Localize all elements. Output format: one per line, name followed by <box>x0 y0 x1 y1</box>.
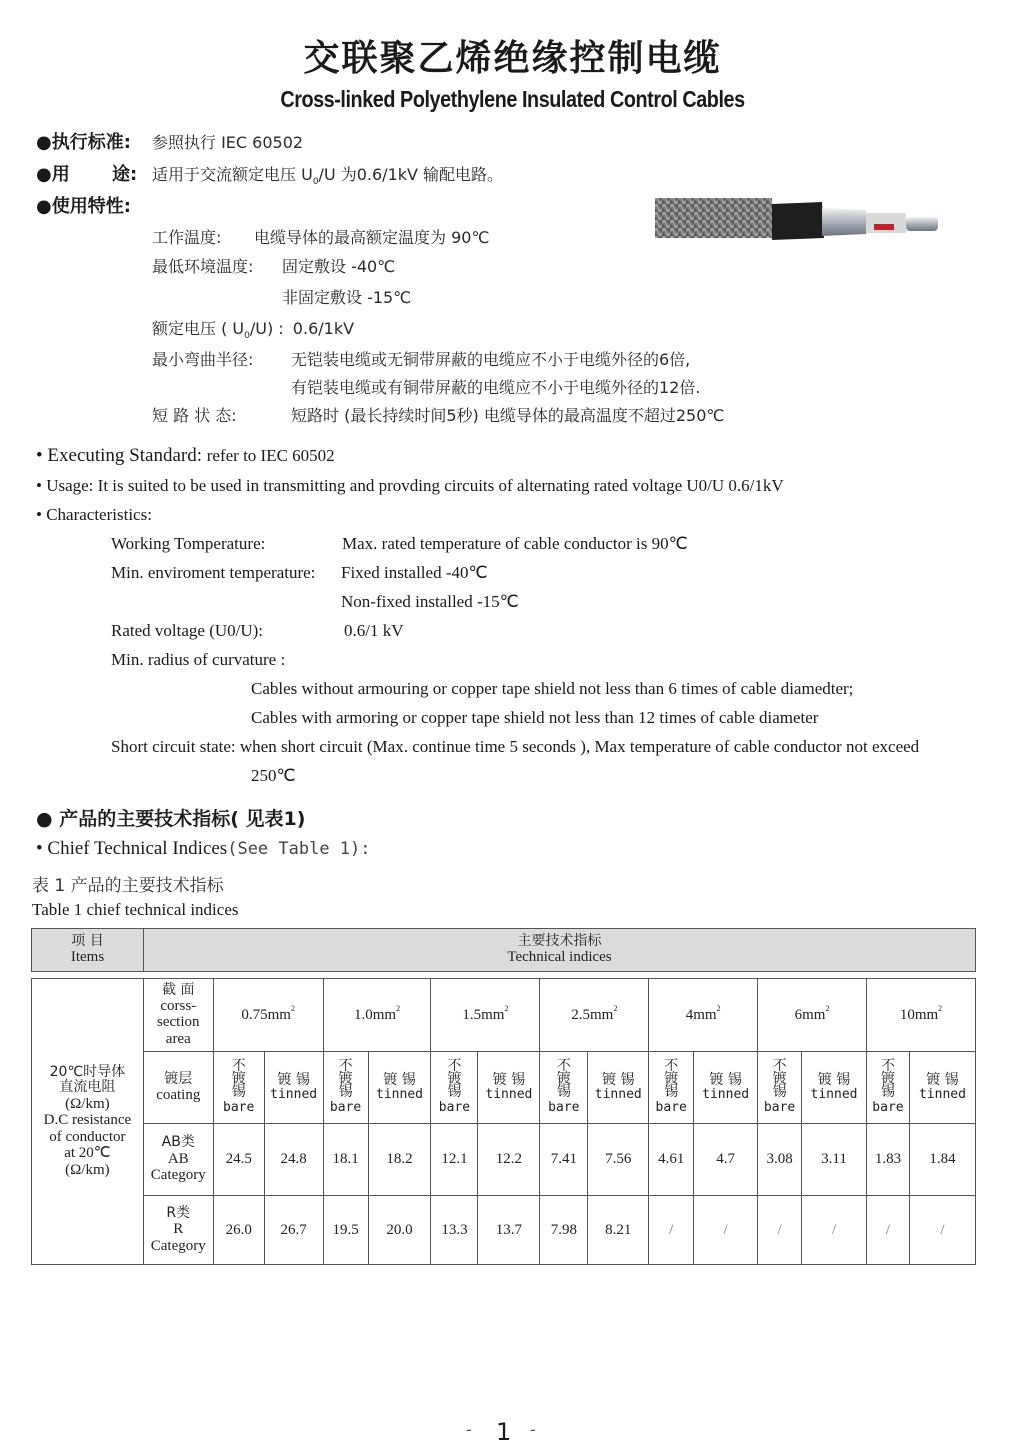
tinned-en: tinned <box>594 1087 642 1103</box>
size-label: 6mm <box>794 1006 826 1023</box>
r-category-cell <box>143 1196 213 1265</box>
r-category-en-1: R <box>173 1221 184 1238</box>
en-rated-label: Rated voltage (U0/U): <box>111 621 264 640</box>
size-label: 1.5mm <box>462 1006 505 1023</box>
ab-category-cell <box>143 1124 213 1196</box>
cross-section-cell <box>143 979 213 1052</box>
bare-cn: 不镀锡 <box>664 1058 679 1101</box>
row-label-en-3: at 20℃ <box>64 1145 111 1162</box>
size-sup: 2 <box>504 1003 509 1013</box>
cn-usage-label: ●用 <box>36 164 70 185</box>
coating-bare-cell <box>323 1052 368 1124</box>
cn-min-radius-1: 无铠装电缆或无铜带屏蔽的电缆应不小于电缆外径的6倍, <box>291 350 691 369</box>
page-title-en: Cross-linked Polyethylene Insulated Control Cables <box>280 86 745 112</box>
table-row-ab <box>32 1124 976 1196</box>
en-work-temp-value: Max. rated temperature of cable conductor is 90℃ <box>342 534 688 553</box>
tinned-en: tinned <box>810 1087 858 1103</box>
indices-heading-cn: ● 产品的主要技术指标( 见表1) <box>36 808 306 830</box>
bare-cn: 不镀锡 <box>447 1058 462 1101</box>
ab-value-cell: 12.1 <box>431 1124 478 1196</box>
cn-standard-value: 参照执行 IEC 60502 <box>152 133 304 152</box>
cn-work-temp-label: 工作温度: <box>152 228 222 247</box>
indices-heading-en-b: (See Table 1): <box>227 839 371 859</box>
coating-tinned-cell <box>802 1052 867 1124</box>
r-value-cell: / <box>758 1196 802 1265</box>
en-radius-2: Cables with armoring or copper tape shield not less than 12 times of cable diameter <box>251 708 819 727</box>
ab-category-en-1: AB <box>167 1150 189 1167</box>
size-sup: 2 <box>938 1003 943 1013</box>
cn-usage-text: 适用于交流额定电压 U <box>152 165 313 184</box>
size-cell <box>649 979 758 1052</box>
coating-cn: 镀层 <box>164 1070 193 1087</box>
en-standard <box>36 445 335 467</box>
tinned-en: tinned <box>376 1087 423 1103</box>
size-label: 10mm <box>899 1006 939 1023</box>
cn-rated-voltage-label-2: /U) : <box>249 319 284 338</box>
ab-value-cell: 18.2 <box>368 1124 431 1196</box>
size-cell <box>323 979 431 1052</box>
cn-short-label: 短 路 状 态: <box>152 406 237 425</box>
coating-tinned-cell <box>478 1052 540 1124</box>
tech-header-cell <box>144 929 976 972</box>
bare-cn: 不镀锡 <box>231 1058 246 1101</box>
r-value-cell: 13.7 <box>478 1196 540 1265</box>
ab-value-cell: 1.84 <box>909 1124 975 1196</box>
coating-tinned-cell <box>588 1052 649 1124</box>
bare-en: bare <box>329 1099 362 1115</box>
r-value-cell: / <box>909 1196 975 1265</box>
table-caption-cn: 表 1 产品的主要技术指标 <box>32 876 224 896</box>
coating-tinned-cell <box>909 1052 975 1124</box>
size-cell <box>758 979 867 1052</box>
en-min-env-label: Min. enviroment temperature: <box>111 563 316 582</box>
coating-cell <box>143 1052 213 1124</box>
page-number: 1 <box>496 1418 512 1446</box>
row-label-cn-1: 20℃时导体 <box>49 1063 126 1080</box>
r-value-cell: / <box>866 1196 909 1265</box>
tinned-cn: 镀 锡 <box>492 1071 526 1088</box>
cross-section-en: corss-section area <box>157 997 200 1047</box>
ab-value-cell: 7.41 <box>540 1124 588 1196</box>
bare-en: bare <box>872 1099 904 1115</box>
ab-value-cell: 24.5 <box>213 1124 264 1196</box>
en-min-env-fixed: Fixed installed -40℃ <box>341 563 488 582</box>
cable-sheath <box>772 202 824 240</box>
ab-value-cell: 3.11 <box>802 1124 867 1196</box>
size-label: 1.0mm <box>354 1006 397 1023</box>
coating-tinned-cell <box>368 1052 431 1124</box>
size-label: 2.5mm <box>571 1006 614 1023</box>
cn-min-env-fixed: 固定敷设 -40℃ <box>282 257 396 276</box>
coating-en: coating <box>156 1086 201 1103</box>
bare-en: bare <box>223 1099 255 1115</box>
table-caption-en: Table 1 chief technical indices <box>32 900 239 919</box>
cn-standard-label: ●执行标准: <box>36 132 131 153</box>
row-label-cn-2: 直流电阻 <box>59 1079 116 1096</box>
bare-cn: 不镀锡 <box>338 1058 353 1101</box>
cable-core-red <box>874 224 894 230</box>
bare-en: bare <box>438 1099 471 1115</box>
bare-en: bare <box>763 1099 796 1115</box>
cn-usage-value <box>152 162 503 187</box>
indices-heading-en <box>36 838 371 860</box>
en-char-label: • Characteristics: <box>36 505 152 524</box>
cn-min-env-label: 最低环境温度: <box>152 257 254 276</box>
tinned-cn: 镀 锡 <box>602 1071 635 1088</box>
table-header <box>31 928 976 972</box>
cn-char-label: ●使用特性: <box>36 196 131 217</box>
r-category-en-2: Category <box>150 1237 206 1254</box>
tinned-cn: 镀 锡 <box>926 1071 959 1088</box>
ab-value-cell: 3.08 <box>758 1124 802 1196</box>
cable-braid <box>655 198 774 238</box>
row-label-unit: (Ω/km) <box>65 1095 110 1112</box>
items-header-en: Items <box>70 949 105 966</box>
ab-category-en-2: Category <box>150 1167 206 1184</box>
cn-usage-sub: 0 <box>312 177 319 188</box>
cable-conductor <box>906 217 938 231</box>
en-radius-1: Cables without armouring or copper tape shield not less than 6 times of cable diamedter; <box>251 679 854 698</box>
row-label-en-4: (Ω/km) <box>65 1161 110 1178</box>
cn-rated-voltage-label: 额定电压 ( U <box>152 319 245 338</box>
tinned-cn: 镀 锡 <box>709 1071 742 1088</box>
coating-bare-cell <box>758 1052 802 1124</box>
size-cell <box>213 979 323 1052</box>
en-short-value: when short circuit (Max. continue time 5 seconds ), Max temperature of cable conductor not exceed <box>239 737 920 756</box>
cross-section-cn: 截 面 <box>162 981 195 998</box>
cn-short-value: 短路时 (最长持续时间5秒) 电缆导体的最高温度不超过250℃ <box>291 406 725 425</box>
en-min-env-nonfixed: Non-fixed installed -15℃ <box>341 592 519 611</box>
cable-shield <box>822 208 866 236</box>
tinned-cn: 镀 锡 <box>817 1071 851 1088</box>
ab-value-cell: 4.61 <box>649 1124 694 1196</box>
size-cell <box>866 979 975 1052</box>
r-category-cn: R类 <box>166 1204 191 1221</box>
coating-bare-cell <box>540 1052 588 1124</box>
ab-category-cn: AB类 <box>161 1134 195 1151</box>
cn-min-env-nonfixed: 非固定敷设 -15℃ <box>282 288 412 307</box>
tinned-cn: 镀 锡 <box>277 1071 310 1088</box>
indices-table <box>31 978 976 1265</box>
tinned-en: tinned <box>270 1087 318 1103</box>
r-value-cell: 7.98 <box>540 1196 588 1265</box>
en-usage: • Usage: It is suited to be used in transmitting and provding circuits of alternating rated voltage U0/U 0.6/1kV <box>36 476 784 495</box>
r-value-cell: / <box>694 1196 758 1265</box>
r-value-cell: 13.3 <box>431 1196 478 1265</box>
tech-header-cn: 主要技术指标 <box>517 933 602 950</box>
row-label-en-2: of conductor <box>49 1128 126 1145</box>
r-value-cell: / <box>649 1196 694 1265</box>
r-value-cell: 26.7 <box>264 1196 323 1265</box>
row-label-cell <box>32 979 144 1265</box>
ab-value-cell: 7.56 <box>588 1124 649 1196</box>
cn-usage-label-end: 途: <box>112 164 138 185</box>
en-short <box>111 737 919 757</box>
cable-image <box>652 188 942 248</box>
indices-heading-en-a: • Chief Technical Indices <box>36 838 228 859</box>
ab-value-cell: 24.8 <box>264 1124 323 1196</box>
cn-rated-voltage-sub: 0 <box>244 331 250 342</box>
ab-value-cell: 18.1 <box>323 1124 368 1196</box>
size-sup: 2 <box>613 1003 618 1013</box>
cn-rated-voltage-value: 0.6/1kV <box>292 319 355 338</box>
bare-cn: 不镀锡 <box>772 1058 787 1101</box>
bare-en: bare <box>548 1099 580 1115</box>
size-sup: 2 <box>396 1003 401 1013</box>
size-sup: 2 <box>290 1003 295 1013</box>
coating-tinned-cell <box>264 1052 323 1124</box>
size-label: 0.75mm <box>241 1006 291 1023</box>
page-dash-left: - <box>466 1420 472 1439</box>
en-short-value-2: 250℃ <box>251 766 296 785</box>
cn-work-temp-value: 电缆导体的最高额定温度为 90℃ <box>254 228 490 247</box>
size-cell <box>431 979 540 1052</box>
tinned-en: tinned <box>485 1087 533 1103</box>
coating-bare-cell <box>866 1052 909 1124</box>
en-radius-label: Min. radius of curvature : <box>111 650 286 669</box>
en-short-label: Short circuit state: <box>111 737 236 756</box>
en-rated-value: 0.6/1 kV <box>344 621 404 640</box>
ab-value-cell: 12.2 <box>478 1124 540 1196</box>
coating-bare-cell <box>431 1052 478 1124</box>
r-value-cell: 19.5 <box>323 1196 368 1265</box>
cn-usage-text-2: /U 为0.6/1kV 输配电路。 <box>318 165 504 184</box>
ab-value-cell: 1.83 <box>866 1124 909 1196</box>
cn-min-radius-label: 最小弯曲半径: <box>152 350 254 369</box>
r-value-cell: 20.0 <box>368 1196 431 1265</box>
r-value-cell: / <box>802 1196 867 1265</box>
page-title-cn: 交联聚乙烯绝缘控制电缆 <box>303 38 722 79</box>
coating-tinned-cell <box>694 1052 758 1124</box>
en-standard-label: • Executing Standard: <box>36 445 202 466</box>
row-label-en-1: D.C resistance <box>43 1112 132 1129</box>
table-row-size <box>32 979 976 1052</box>
cn-min-radius-2: 有铠装电缆或有铜带屏蔽的电缆应不小于电缆外径的12倍. <box>291 378 701 397</box>
size-label: 4mm <box>685 1006 717 1023</box>
items-header-cell <box>32 929 144 972</box>
ab-value-cell: 4.7 <box>694 1124 758 1196</box>
table-row-r <box>32 1196 976 1265</box>
cn-rated-voltage <box>152 316 354 341</box>
tech-header-en: Technical indices <box>507 949 612 966</box>
table-row-coating <box>32 1052 976 1124</box>
coating-bare-cell <box>213 1052 264 1124</box>
size-sup: 2 <box>716 1003 721 1013</box>
bare-cn: 不镀锡 <box>556 1058 571 1101</box>
en-work-temp-label: Working Tomperature: <box>111 534 266 553</box>
bare-cn: 不镀锡 <box>880 1058 895 1101</box>
tinned-cn: 镀 锡 <box>383 1071 416 1088</box>
r-value-cell: 8.21 <box>588 1196 649 1265</box>
items-header-cn: 项 目 <box>71 933 104 950</box>
coating-bare-cell <box>649 1052 694 1124</box>
r-value-cell: 26.0 <box>213 1196 264 1265</box>
bare-en: bare <box>655 1099 687 1115</box>
size-cell <box>540 979 649 1052</box>
tinned-en: tinned <box>918 1087 966 1103</box>
en-standard-value: refer to IEC 60502 <box>206 446 335 465</box>
page-dash-right: - <box>530 1420 536 1439</box>
tinned-en: tinned <box>702 1087 750 1103</box>
size-sup: 2 <box>825 1003 830 1013</box>
